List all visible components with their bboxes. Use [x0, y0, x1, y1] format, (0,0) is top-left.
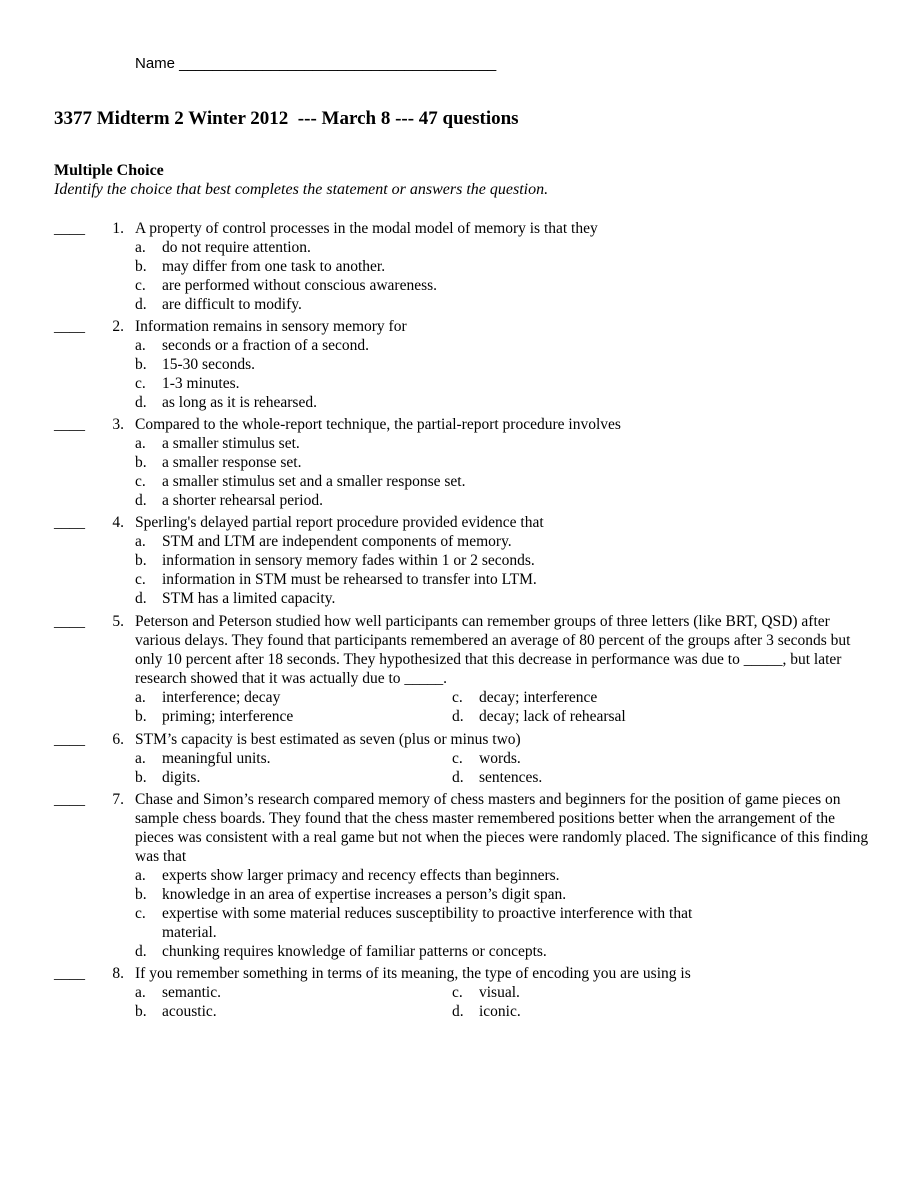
choice-letter: d.	[452, 708, 464, 725]
choice-text: sentences.	[479, 769, 543, 786]
choice-c	[135, 904, 869, 942]
choice-letter: d.	[135, 492, 147, 509]
choice-b	[135, 551, 869, 570]
choice-c	[452, 749, 869, 768]
choice-letter: b.	[135, 1003, 147, 1020]
question-number: 5.	[112, 613, 124, 630]
choice-letter: c.	[135, 571, 146, 588]
choice-list	[135, 238, 869, 314]
question-number: 8.	[112, 965, 124, 982]
question-stem: If you remember something in terms of its meaning, the type of encoding you are using is	[135, 965, 691, 982]
choice-letter: b.	[135, 769, 147, 786]
choice-letter: c.	[452, 984, 463, 1001]
answer-blank: ____	[54, 731, 85, 748]
question-stem: Compared to the whole-report technique, the partial-report procedure involves	[135, 416, 621, 433]
choice-text: STM and LTM are independent components of memory.	[162, 533, 512, 550]
choice-letter: a.	[135, 337, 146, 354]
choice-c	[135, 374, 869, 393]
choice-letter: a.	[135, 239, 146, 256]
choice-letter: b.	[135, 552, 147, 569]
question-8	[54, 964, 869, 1021]
choice-list	[135, 983, 869, 1021]
question-4	[54, 513, 869, 608]
choice-d	[135, 295, 869, 314]
choice-text: are performed without conscious awareness.	[162, 277, 438, 294]
choice-letter: b.	[135, 708, 147, 725]
answer-blank: ____	[54, 318, 85, 335]
name-field-label: Name ______________________________________	[135, 55, 497, 72]
choice-text: STM has a limited capacity.	[162, 590, 336, 607]
choice-list	[135, 336, 869, 412]
choice-c	[135, 276, 869, 295]
question-stem: Sperling's delayed partial report procedure provided evidence that	[135, 514, 544, 531]
choice-letter: d.	[135, 394, 147, 411]
choice-a	[135, 532, 869, 551]
question-number: 6.	[112, 731, 124, 748]
choice-text: information in STM must be rehearsed to transfer into LTM.	[162, 571, 537, 588]
choice-letter: b.	[135, 886, 147, 903]
choice-a	[135, 238, 869, 257]
choice-text: semantic.	[162, 984, 221, 1001]
choice-text: priming; interference	[162, 708, 294, 725]
choice-letter: a.	[135, 689, 146, 706]
choice-b	[135, 257, 869, 276]
question-5	[54, 612, 869, 726]
choice-d	[452, 768, 869, 787]
choice-text: interference; decay	[162, 689, 281, 706]
question-number: 1.	[112, 220, 124, 237]
choice-c	[135, 472, 869, 491]
choice-text: chunking requires knowledge of familiar patterns or concepts.	[162, 943, 547, 960]
choice-letter: d.	[135, 296, 147, 313]
answer-blank: ____	[54, 613, 85, 630]
choice-text: information in sensory memory fades within 1 or 2 seconds.	[162, 552, 535, 569]
section-instructions: Identify the choice that best completes the statement or answers the question.	[54, 181, 549, 198]
choice-text: are difficult to modify.	[162, 296, 302, 313]
choice-letter: c.	[135, 277, 146, 294]
choice-letter: c.	[135, 473, 146, 490]
choice-list	[135, 749, 869, 787]
question-7	[54, 790, 869, 961]
choice-letter: a.	[135, 984, 146, 1001]
question-6	[54, 730, 869, 787]
choice-b	[135, 707, 452, 726]
section-heading: Multiple Choice	[54, 162, 164, 179]
choice-letter: d.	[452, 1003, 464, 1020]
answer-blank: ____	[54, 791, 85, 808]
choice-c	[135, 570, 869, 589]
choice-letter: d.	[135, 943, 147, 960]
section-header	[54, 162, 548, 199]
exam-title: 3377 Midterm 2 Winter 2012 --- March 8 --- 47 questions	[54, 108, 519, 129]
choice-d	[135, 942, 869, 961]
choice-text: a smaller stimulus set.	[162, 435, 300, 452]
question-number: 2.	[112, 318, 124, 335]
choice-a	[135, 336, 869, 355]
choice-letter: a.	[135, 750, 146, 767]
choice-letter: c.	[452, 750, 463, 767]
question-stem: A property of control processes in the modal model of memory is that they	[135, 220, 598, 237]
choice-letter: b.	[135, 356, 147, 373]
question-1	[54, 219, 869, 314]
choice-list	[135, 532, 869, 608]
choice-b	[135, 885, 869, 904]
choice-text: words.	[479, 750, 521, 767]
choice-a	[135, 688, 452, 707]
choice-a	[135, 749, 452, 768]
choice-text: a smaller response set.	[162, 454, 302, 471]
question-number: 3.	[112, 416, 124, 433]
choice-text: do not require attention.	[162, 239, 311, 256]
choice-b	[135, 355, 869, 374]
choice-list	[135, 434, 869, 510]
question-number: 7.	[112, 791, 124, 808]
choice-text: a shorter rehearsal period.	[162, 492, 323, 509]
choice-c	[452, 688, 869, 707]
choice-list	[135, 688, 869, 726]
choice-a	[135, 434, 869, 453]
choice-list	[135, 866, 869, 961]
choice-letter: c.	[135, 905, 146, 922]
choice-b	[135, 453, 869, 472]
choice-text: visual.	[479, 984, 520, 1001]
choice-text: seconds or a fraction of a second.	[162, 337, 370, 354]
choice-letter: a.	[135, 867, 146, 884]
choice-text: experts show larger primacy and recency effects than beginners.	[162, 867, 560, 884]
choice-d	[135, 589, 869, 608]
question-stem: Peterson and Peterson studied how well participants can remember groups of three letters (like BRT, QSD) after various delays. They found that participants remembered an average of 80 percent of the groups after 3 seconds but only 10 percent after 18 seconds. They hypothesized that this decrease in performance was due to _____, but later research showed that it was actually due to _____.	[135, 613, 851, 687]
question-stem: Information remains in sensory memory for	[135, 318, 407, 335]
choice-text: may differ from one task to another.	[162, 258, 386, 275]
choice-letter: a.	[135, 533, 146, 550]
choice-d	[135, 393, 869, 412]
choice-b	[135, 768, 452, 787]
question-stem: Chase and Simon’s research compared memory of chess masters and beginners for the position of game pieces on sample chess boards. They found that the chess master remembered positions better when the arrangement of the pieces was consistent with a real game but not when the pieces were randomly placed. The significance of this finding was that	[135, 791, 869, 865]
answer-blank: ____	[54, 416, 85, 433]
choice-text: expertise with some material reduces susceptibility to proactive interference with that material.	[162, 905, 693, 941]
choice-text: decay; interference	[479, 689, 598, 706]
choice-d	[452, 1002, 869, 1021]
choice-a	[135, 866, 869, 885]
choice-a	[135, 983, 452, 1002]
question-number: 4.	[112, 514, 124, 531]
choice-text: knowledge in an area of expertise increases a person’s digit span.	[162, 886, 567, 903]
choice-letter: b.	[135, 258, 147, 275]
choice-b	[135, 1002, 452, 1021]
choice-d	[452, 707, 869, 726]
answer-blank: ____	[54, 514, 85, 531]
choice-text: as long as it is rehearsed.	[162, 394, 317, 411]
answer-blank: ____	[54, 220, 85, 237]
choice-letter: a.	[135, 435, 146, 452]
choice-text: decay; lack of rehearsal	[479, 708, 626, 725]
choice-letter: d.	[135, 590, 147, 607]
choice-c	[452, 983, 869, 1002]
choice-text: iconic.	[479, 1003, 521, 1020]
choice-text: 15-30 seconds.	[162, 356, 255, 373]
question-2	[54, 317, 869, 412]
choice-text: 1-3 minutes.	[162, 375, 240, 392]
choice-letter: c.	[135, 375, 146, 392]
question-stem: STM’s capacity is best estimated as seven (plus or minus two)	[135, 731, 521, 748]
choice-letter: d.	[452, 769, 464, 786]
choice-text: digits.	[162, 769, 201, 786]
question-3	[54, 415, 869, 510]
choice-letter: c.	[452, 689, 463, 706]
choice-d	[135, 491, 869, 510]
choice-text: acoustic.	[162, 1003, 217, 1020]
answer-blank: ____	[54, 965, 85, 982]
choice-letter: b.	[135, 454, 147, 471]
choice-text: a smaller stimulus set and a smaller response set.	[162, 473, 466, 490]
choice-text: meaningful units.	[162, 750, 271, 767]
